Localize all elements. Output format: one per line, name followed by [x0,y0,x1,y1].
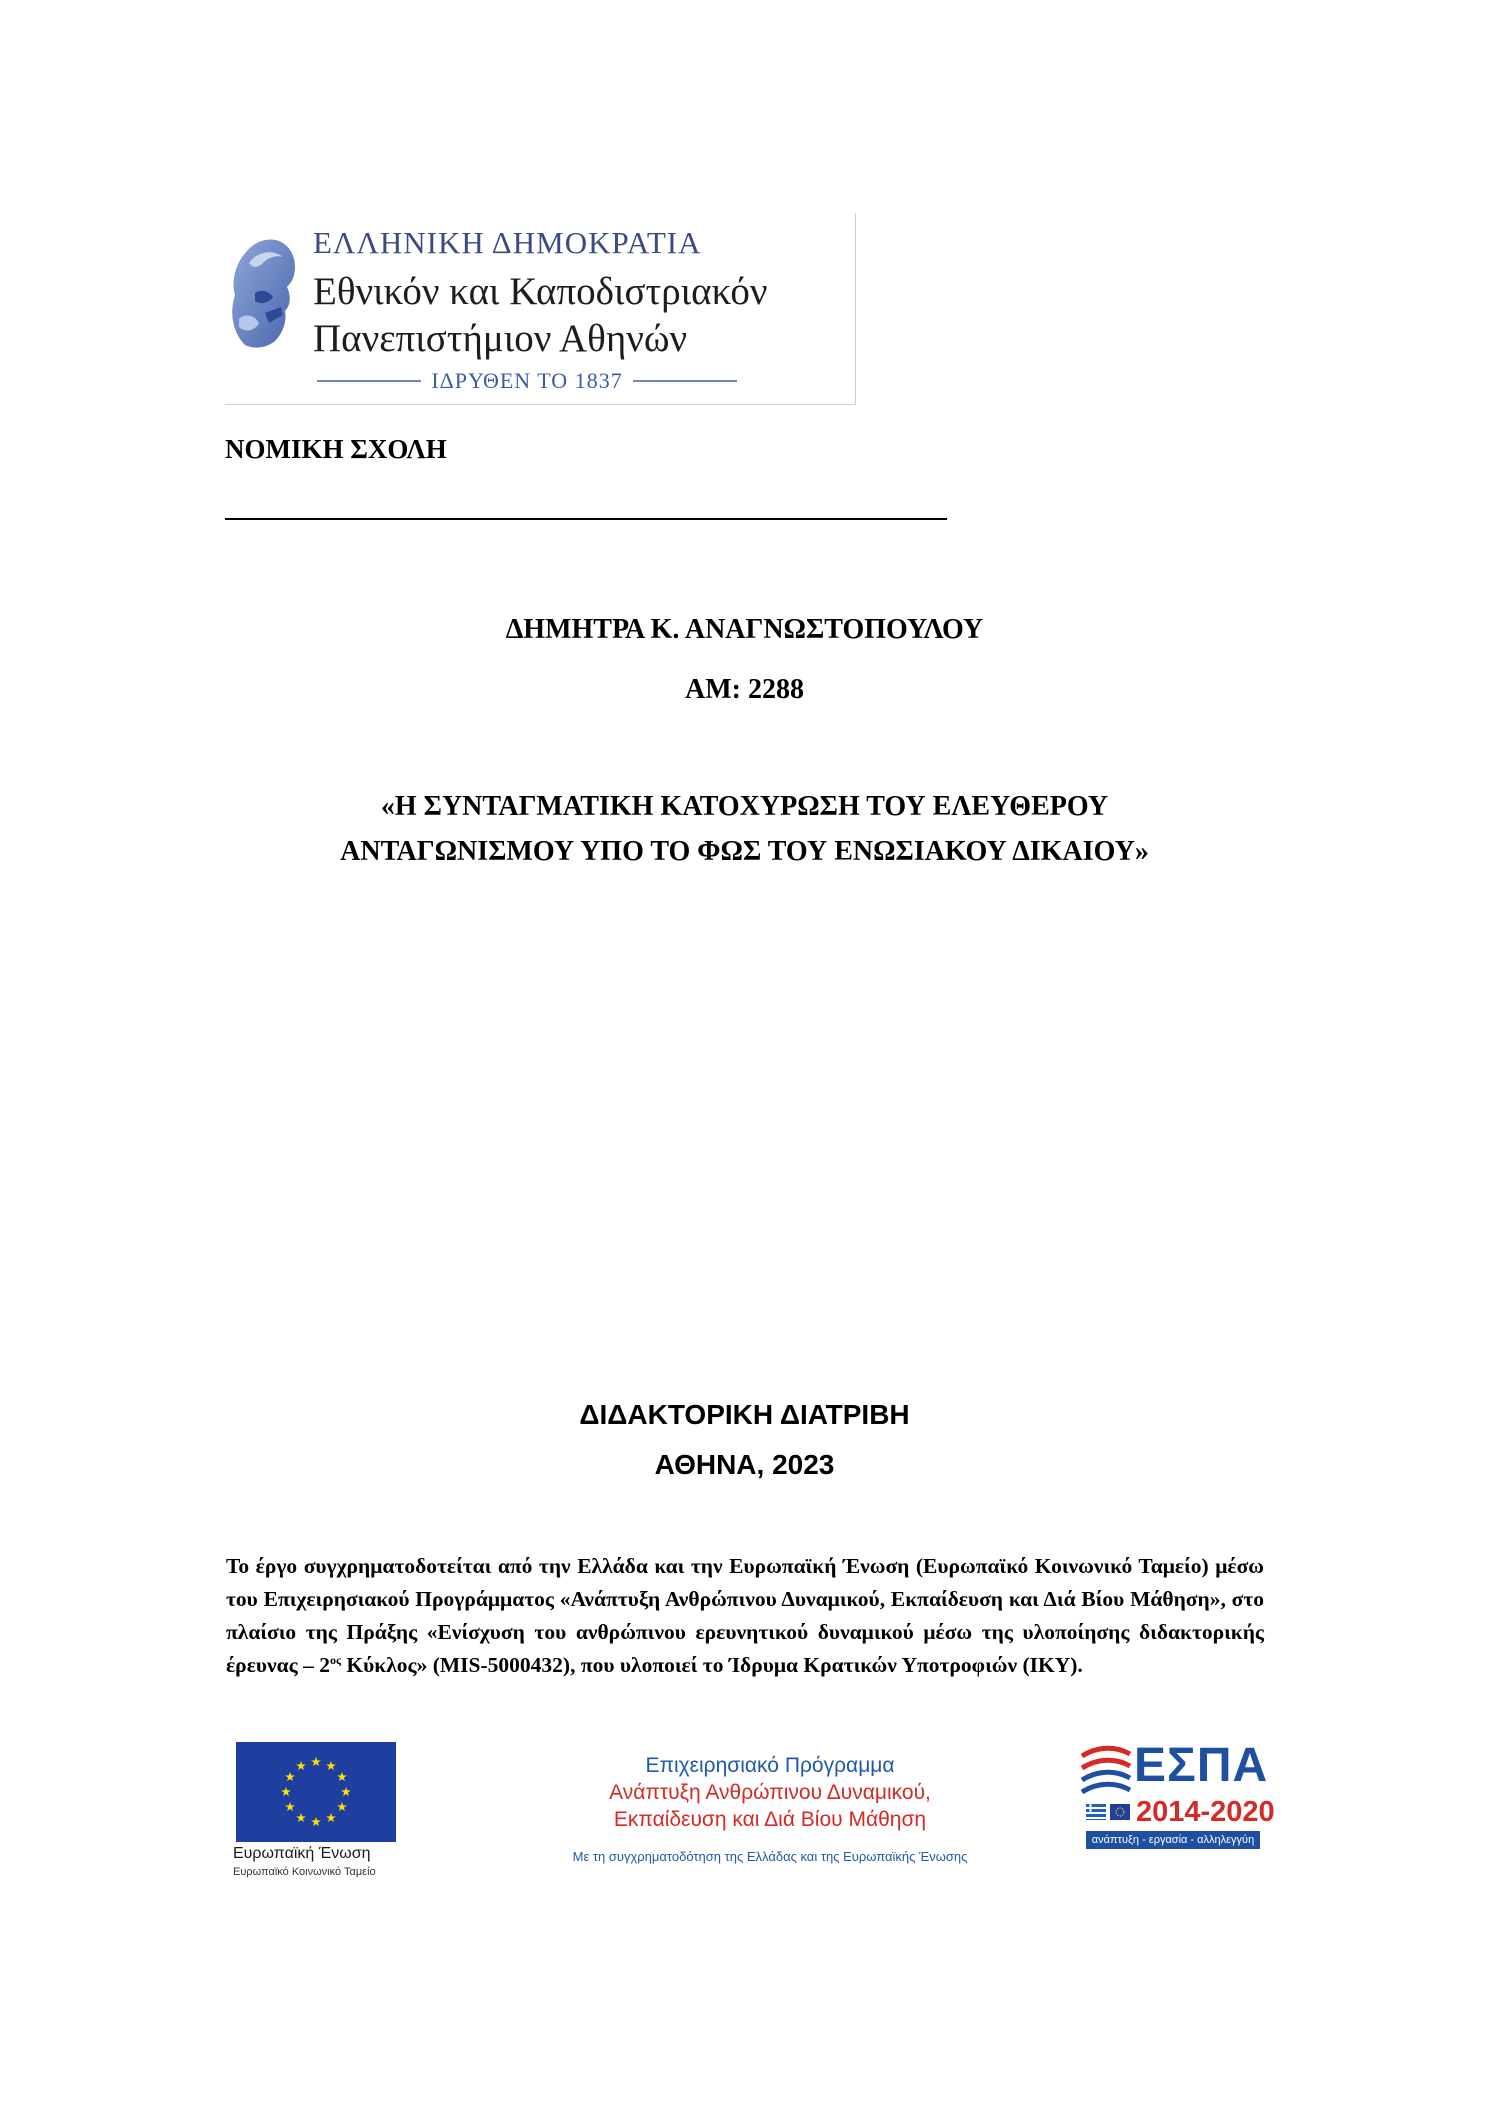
athena-head-icon [225,233,300,353]
eu-fund-name: Ευρωπαϊκό Κοινωνικό Ταμείο [233,1866,376,1878]
place-year: ΑΘΗΝΑ, 2023 [654,1449,835,1480]
eu-flag-icon [236,1742,396,1842]
espa-years: 2014-2020 [1136,1796,1275,1828]
eu-logo [233,1742,398,1882]
op-cofunding-note: Με τη συγχρηματοδότηση της Ελλάδας και της Ευρωπαϊκής Ένωσης [572,1849,968,1864]
school-name: ΝΟΜΙΚΗ ΣΧΟΛΗ [225,434,447,464]
university-name-line2: Πανεπιστήμιον Αθηνών [313,317,688,360]
founded-rule-left [317,380,421,382]
thesis-type: ΔΙΔΑΚΤΟΡΙΚΗ ΔΙΑΤΡΙΒΗ [579,1399,910,1430]
thesis-title-line1: «Η ΣΥΝΤΑΓΜΑΤΙΚΗ ΚΑΤΟΧΥΡΩΣΗ ΤΟΥ ΕΛΕΥΘΕΡΟΥ [380,791,1109,822]
espa-wordmark: ΕΣΠΑ [1134,1739,1269,1792]
founded-text: ΙΔΡΥΘΕΝ ΤΟ 1837 [431,368,623,393]
thesis-title-line2: ΑΝΤΑΓΩΝΙΣΜΟΥ ΥΠΟ ΤΟ ΦΩΣ ΤΟΥ ΕΝΩΣΙΑΚΟΥ ΔΙΚΑΙΟΥ» [340,836,1149,867]
registration-number: ΑΜ: 2288 [685,674,804,705]
espa-logo [1080,1739,1275,1852]
op-name-line1: Ανάπτυξη Ανθρώπινου Δυναμικού, [609,1781,931,1804]
university-name-line1: Εθνικόν και Καποδιστριακόν [313,270,768,313]
op-name-line2: Εκπαίδευση και Διά Βίου Μάθηση [613,1808,927,1831]
republic-label: ΕΛΛΗΝΙΚΗ ΔΗΜΟΚΡΑΤΙΑ [313,225,702,260]
author-name: ΔΗΜΗΤΡΑ Κ. ΑΝΑΓΝΩΣΤΟΠΟΥΛΟΥ [505,614,984,645]
horizontal-divider [225,518,947,520]
espa-swoosh-icon [1080,1742,1132,1797]
funding-statement [226,1550,1264,1682]
op-title: Επιχειρησιακό Πρόγραμμα [645,1754,895,1777]
funding-text-part1: Το έργο συγχρηματοδοτείται από την Ελλάδα και την Ευρωπαϊκή Ένωση (Ευρωπαϊκό Κοινωνικό Ταμείο) μέσω του Επιχειρησιακού Προγράμματος «Ανάπτυξη Ανθρώπινου Δυναμικού, Εκπαίδευση και Διά Βίου Μάθηση», στο πλαίσιο της Πράξης «Ενίσχυση του ανθρώπινου ερευνητικού δυναμικού μέσω της υλοποίησης διδακτορικής έρευνας – 2 [226,1554,1264,1677]
funding-superscript: ος [329,1652,342,1667]
funding-text-part2: Κύκλος» (MIS-5000432), που υλοποιεί το Ίδρυμα Κρατικών Υποτροφιών (ΙΚΥ). [341,1653,1083,1677]
university-logo [225,213,856,405]
espa-tagline: ανάπτυξη - εργασία - αλληλεγγύη [1086,1831,1260,1849]
founded-rule-right [633,380,737,382]
operational-programme-logo [510,1752,1030,1882]
greek-eu-flags-icon [1086,1802,1132,1822]
founded-line [317,368,737,394]
eu-name: Ευρωπαϊκή Ένωση [233,1845,371,1862]
